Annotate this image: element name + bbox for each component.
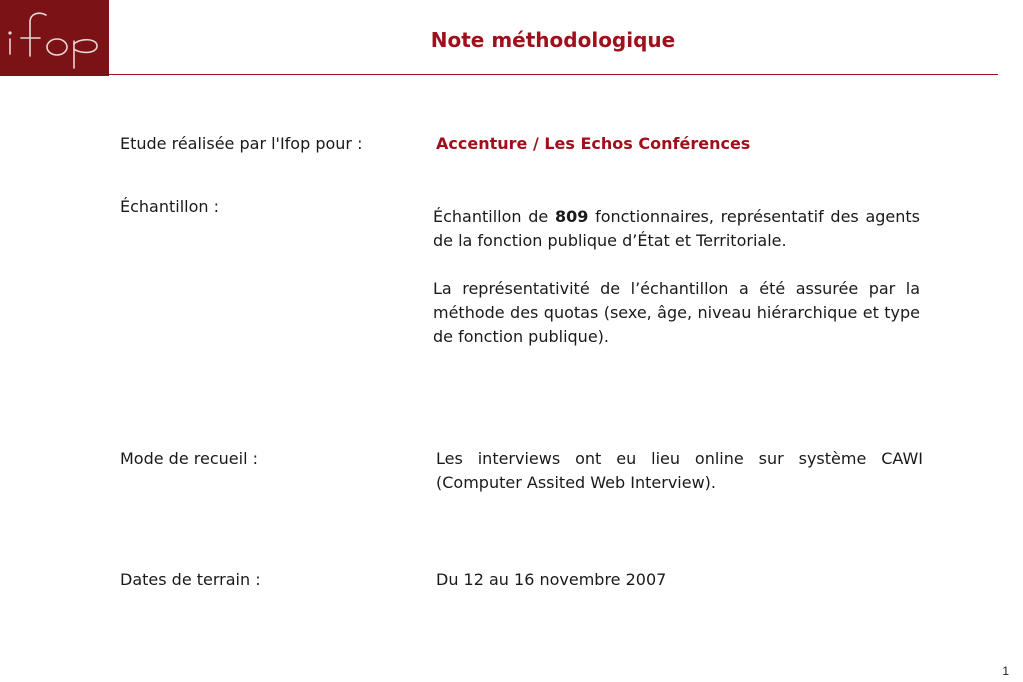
page-title: Note méthodologique [430,28,676,52]
sample-size: 809 [554,207,589,226]
dates-label: Dates de terrain : [120,570,261,589]
page-number: 1 [1002,664,1009,678]
client-value: Accenture / Les Echos Conférences [436,134,751,153]
ifop-logo [0,0,109,76]
sample-paragraph-2: La représentativité de l’échantillon a été assurée par la méthode des quotas (sexe, âge, niveau hiérarchique et type de fonction publique). [433,279,920,346]
ifop-logo-mark [0,0,109,76]
sample-value [433,205,920,373]
mode-value: Les interviews ont eu lieu online sur système CAWI (Computer Assited Web Interview). [436,449,923,492]
header-divider [109,74,998,75]
sample-paragraph-1: Échantillon de 809 fonctionnaires, représentatif des agents de la fonction publique d’État et Territoriale. [433,207,921,250]
mode-label: Mode de recueil : [120,449,258,468]
dates-value: Du 12 au 16 novembre 2007 [436,570,667,589]
client-label: Etude réalisée par l'Ifop pour : [120,134,363,153]
sample-label: Échantillon : [120,197,220,216]
